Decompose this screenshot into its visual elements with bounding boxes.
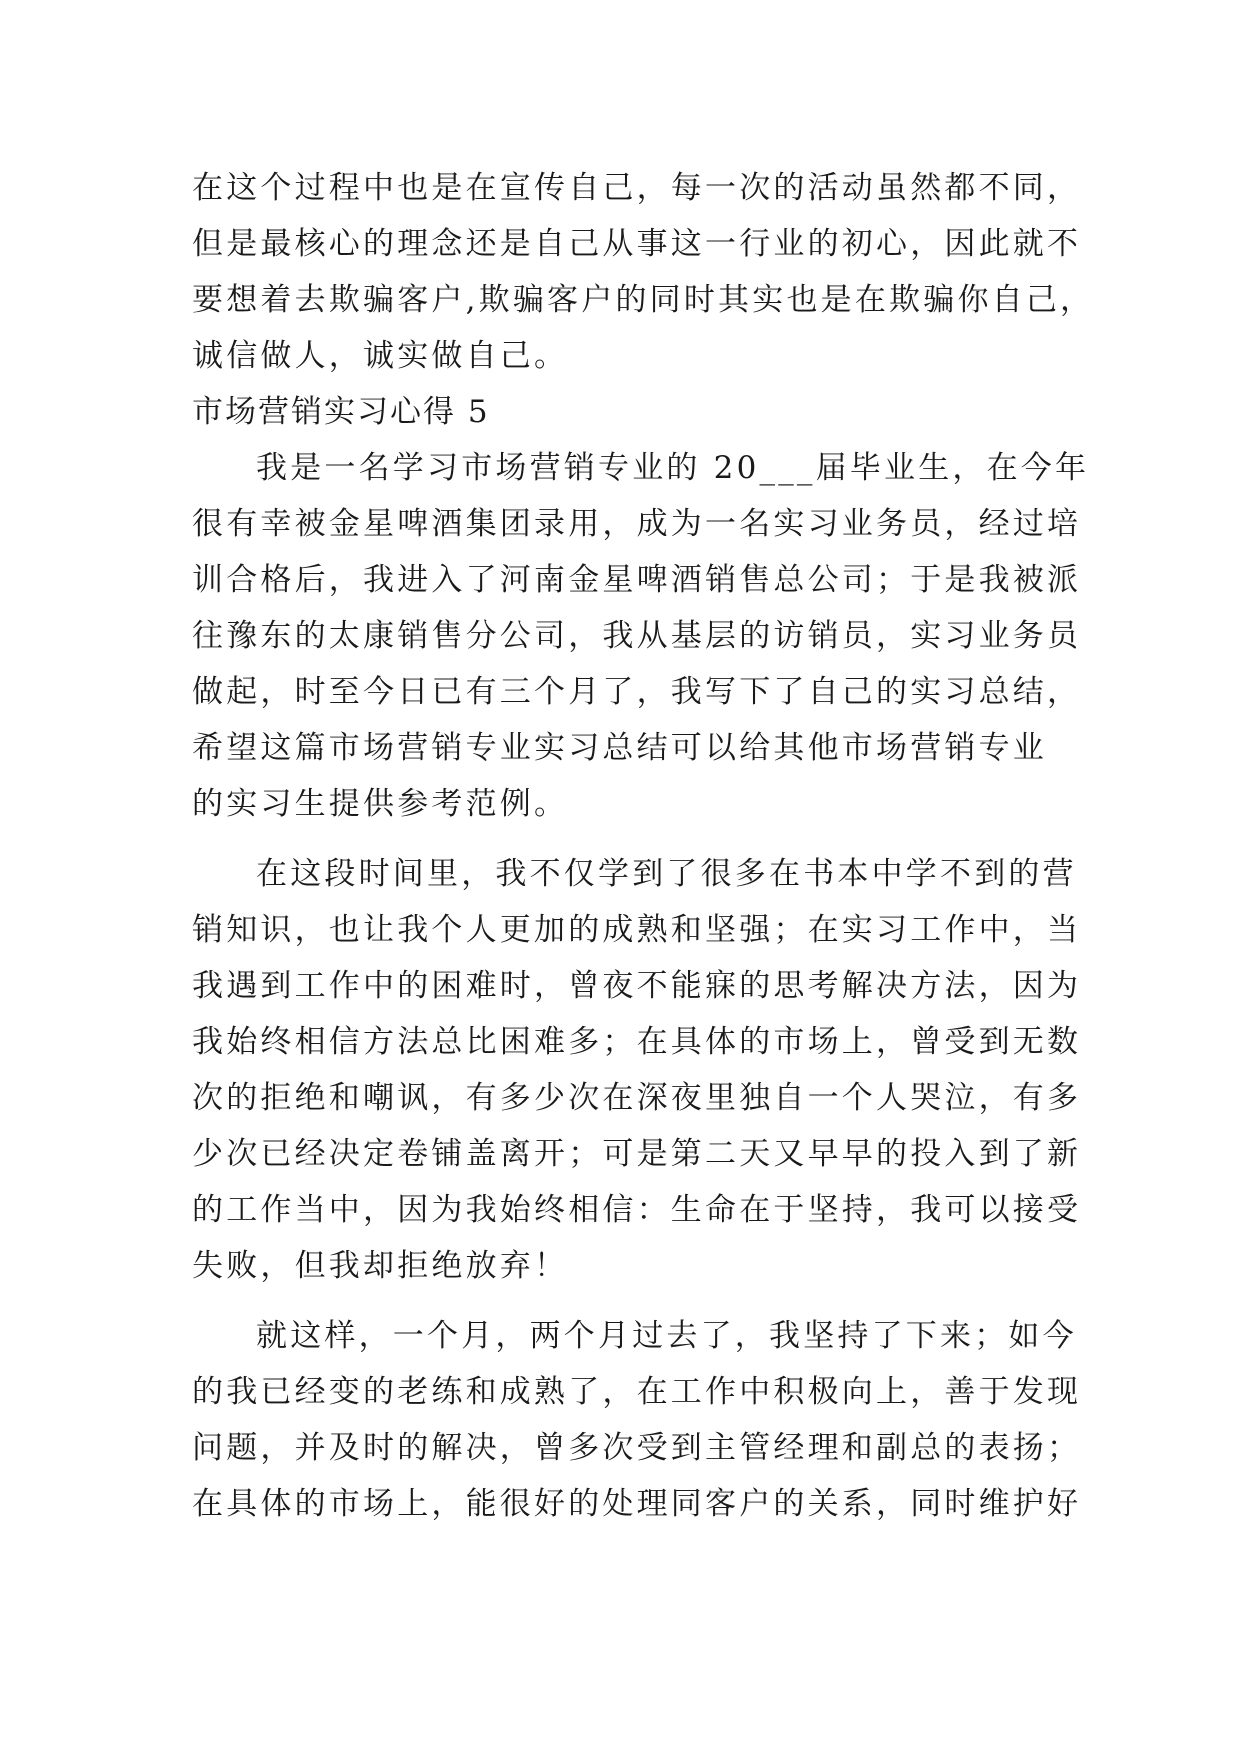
text-line: 的我已经变的老练和成熟了，在工作中积极向上，善于发现	[192, 1374, 1082, 1410]
paragraph-3	[192, 1308, 1082, 1532]
text-line: 就这样，一个月，两个月过去了，我坚持了下来；如今	[256, 1318, 1077, 1354]
text-line: 次的拒绝和嘲讽，有多少次在深夜里独自一个人哭泣，有多	[192, 1080, 1082, 1116]
intro-paragraph	[192, 160, 1095, 384]
text-line: 我是一名学习市场营销专业的 20___届毕业生，在今年	[256, 450, 1090, 486]
text-line: 在具体的市场上，能很好的处理同客户的关系，同时维护好	[192, 1486, 1082, 1522]
text-line: 问题，并及时的解决，曾多次受到主管经理和副总的表扬；	[192, 1430, 1082, 1466]
text-line: 的工作当中，因为我始终相信：生命在于坚持，我可以接受	[192, 1192, 1082, 1228]
text-line: 训合格后，我进入了河南金星啤酒销售总公司；于是我被派	[192, 562, 1082, 598]
paragraph-2	[192, 846, 1082, 1294]
document-body	[192, 160, 1095, 1532]
text-line: 我始终相信方法总比困难多；在具体的市场上，曾受到无数	[192, 1024, 1082, 1060]
text-line: 在这段时间里，我不仅学到了很多在书本中学不到的营	[256, 856, 1077, 892]
text-line: 希望这篇市场营销专业实习总结可以给其他市场营销专业	[192, 730, 1047, 766]
text-line: 的实习生提供参考范例。	[192, 786, 569, 822]
text-line: 失败，但我却拒绝放弃！	[192, 1248, 569, 1284]
text-line: 做起，时至今日已有三个月了，我写下了自己的实习总结，	[192, 674, 1082, 710]
text-line: 诚信做人，诚实做自己。	[192, 338, 569, 374]
text-line: 很有幸被金星啤酒集团录用，成为一名实习业务员，经过培	[192, 506, 1082, 542]
text-line: 我遇到工作中的困难时，曾夜不能寐的思考解决方法，因为	[192, 968, 1082, 1004]
paragraph-1	[192, 440, 1090, 832]
text-line: 但是最核心的理念还是自己从事这一行业的初心，因此就不	[192, 226, 1082, 262]
text-line: 要想着去欺骗客户,欺骗客户的同时其实也是在欺骗你自己，	[192, 282, 1095, 318]
text-line: 往豫东的太康销售分公司，我从基层的访销员，实习业务员	[192, 618, 1082, 654]
text-line: 在这个过程中也是在宣传自己，每一次的活动虽然都不同，	[192, 170, 1082, 206]
text-line: 销知识，也让我个人更加的成熟和坚强；在实习工作中，当	[192, 912, 1082, 948]
section-title: 市场营销实习心得 5	[192, 394, 490, 430]
text-line: 少次已经决定卷铺盖离开；可是第二天又早早的投入到了新	[192, 1136, 1082, 1172]
